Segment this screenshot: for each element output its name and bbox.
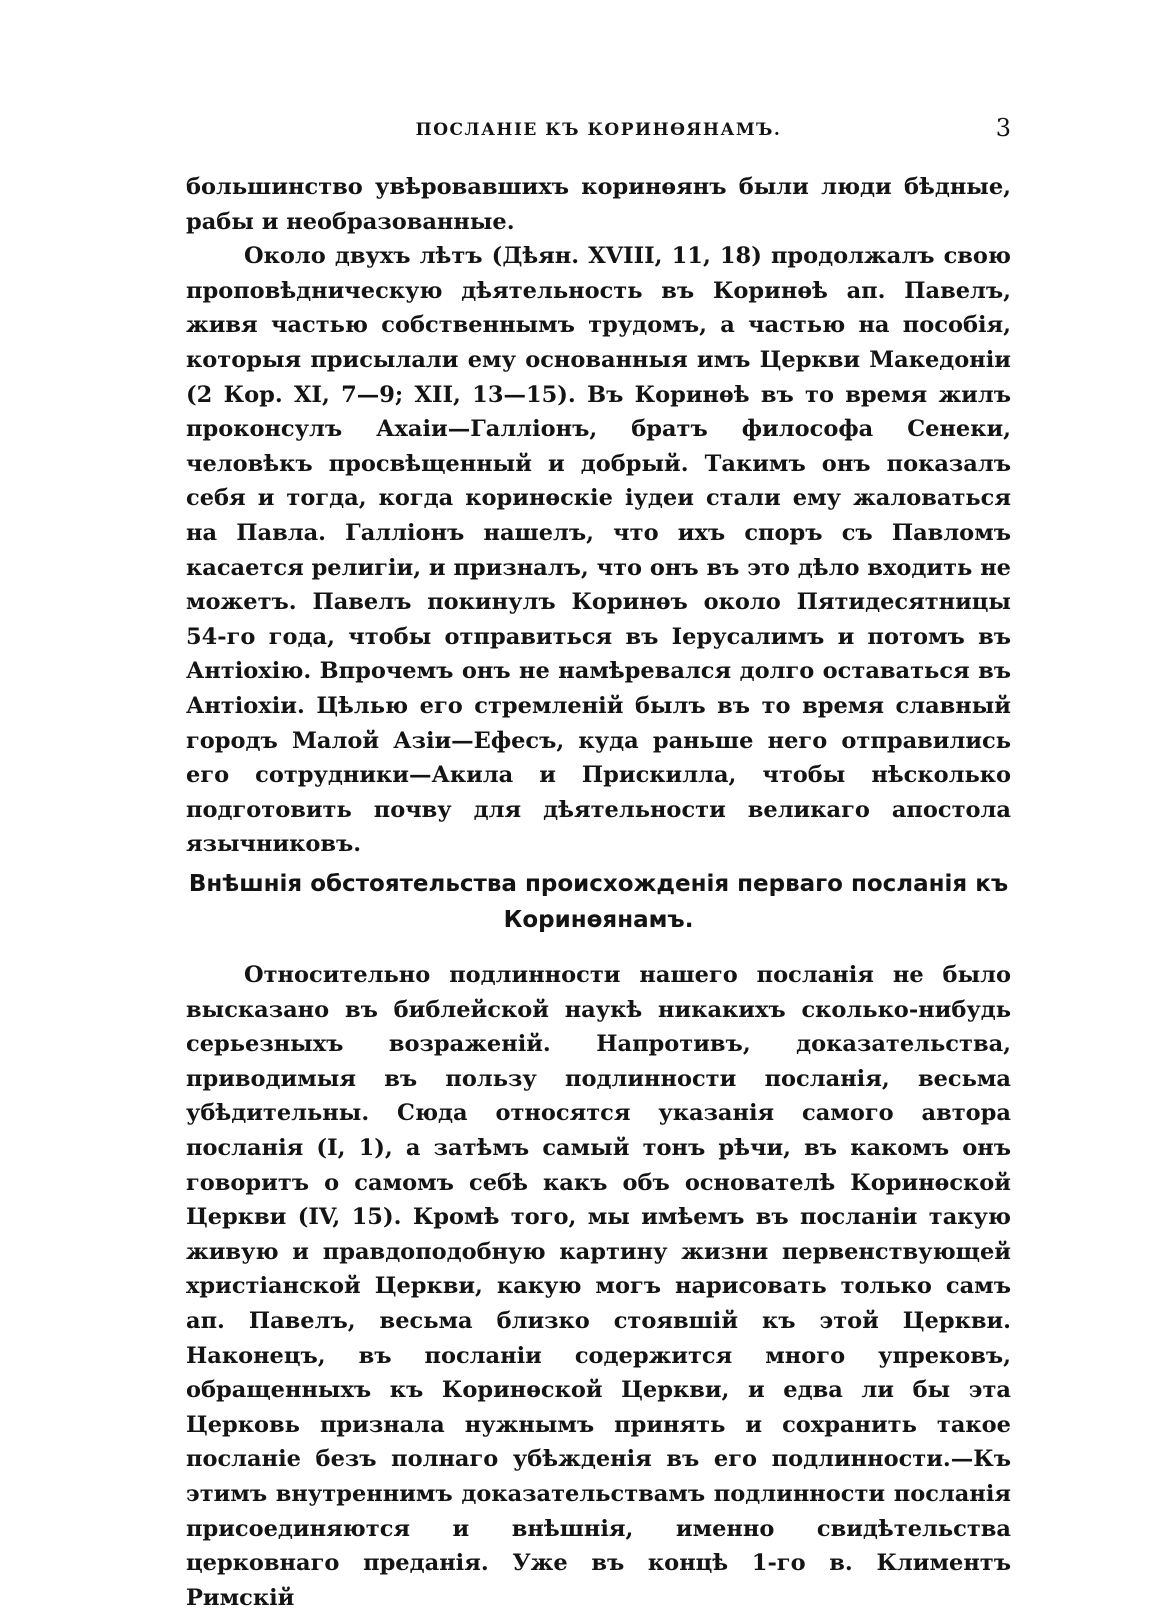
paragraph-authenticity: Относительно подлинности нашего посланія не было высказано въ библейской наукѣ никакихъ сколько-нибудь серьезныхъ возраженій. Напротивъ, доказательства, приводимыя въ пользу подлинности посланія, весьма убѣдительны. Сюда относятся указанія самого автора посланія (I, 1), а затѣмъ самый тонъ рѣчи, въ какомъ онъ говоритъ о самомъ себѣ какъ объ основателѣ Коринѳской Церкви (IV, 15). Кромѣ того, мы имѣемъ въ посланіи такую живую и правдоподобную картину жизни первенствующей христіанской Церкви, какую могъ нарисовать только самъ ап. Павелъ, весьма близко стоявшій къ этой Церкви. Наконецъ, въ посланіи содержится много упрековъ, обращенныхъ къ Коринѳской Церкви, и едва ли бы эта Церковь признала нужнымъ принять и сохранить такое посланіе безъ полнаго убѣжденія въ его подлинности.—Къ этимъ внутреннимъ доказательствамъ подлинности посланія присоединяются и внѣшнія, именно свидѣтельства церковнаго преданія. Уже въ концѣ 1-го в. Климентъ Римскій <box>186 962 1011 1611</box>
paragraph-continuation: большинство увѣровавшихъ коринѳянъ были люди бѣдные, рабы и необразованные. <box>186 174 1011 235</box>
running-head <box>186 114 1011 144</box>
paragraph-corinth-ministry: Около двухъ лѣтъ (Дѣян. XVIII, 11, 18) продолжалъ свою проповѣдническую дѣятельность въ Коринѳѣ ап. Павелъ, живя частью собственнымъ трудомъ, а частью на пособія, которыя присылали ему основанныя имъ Церкви Македоніи (2 Кор. XI, 7—9; XII, 13—15). Въ Коринѳѣ въ то время жилъ проконсулъ Ахаіи—Галліонъ, братъ философа Сенеки, человѣкъ просвѣщенный и добрый. Такимъ онъ показалъ себя и тогда, когда коринѳскіе іудеи стали ему жаловаться на Павла. Галліонъ нашелъ, что ихъ споръ съ Павломъ касается религіи, и призналъ, что онъ въ это дѣло входить не можетъ. Павелъ покинулъ Коринѳъ около Пятидесятницы 54-го года, чтобы отправиться въ Іерусалимъ и потомъ въ Антіохію. Впрочемъ онъ не намѣревался долго оставаться въ Антіохіи. Цѣлью его стремленій былъ въ то время славный городъ Малой Азіи—Ефесъ, куда раньше него отправились его сотрудники—Акила и Прискилла, чтобы нѣсколько подготовить почву для дѣятельности великаго апостола язычниковъ. <box>186 243 1011 858</box>
section-text-block <box>186 958 1011 1615</box>
page-number: 3 <box>995 114 1011 142</box>
section-heading: Внѣшнія обстоятельства происхожденія перваго посланія къ Коринѳянамъ. <box>188 871 1009 933</box>
top-text-block <box>186 170 1011 862</box>
running-title: ПОСЛАНІЕ КЪ КОРИНѲЯНАМЪ. <box>415 120 782 140</box>
